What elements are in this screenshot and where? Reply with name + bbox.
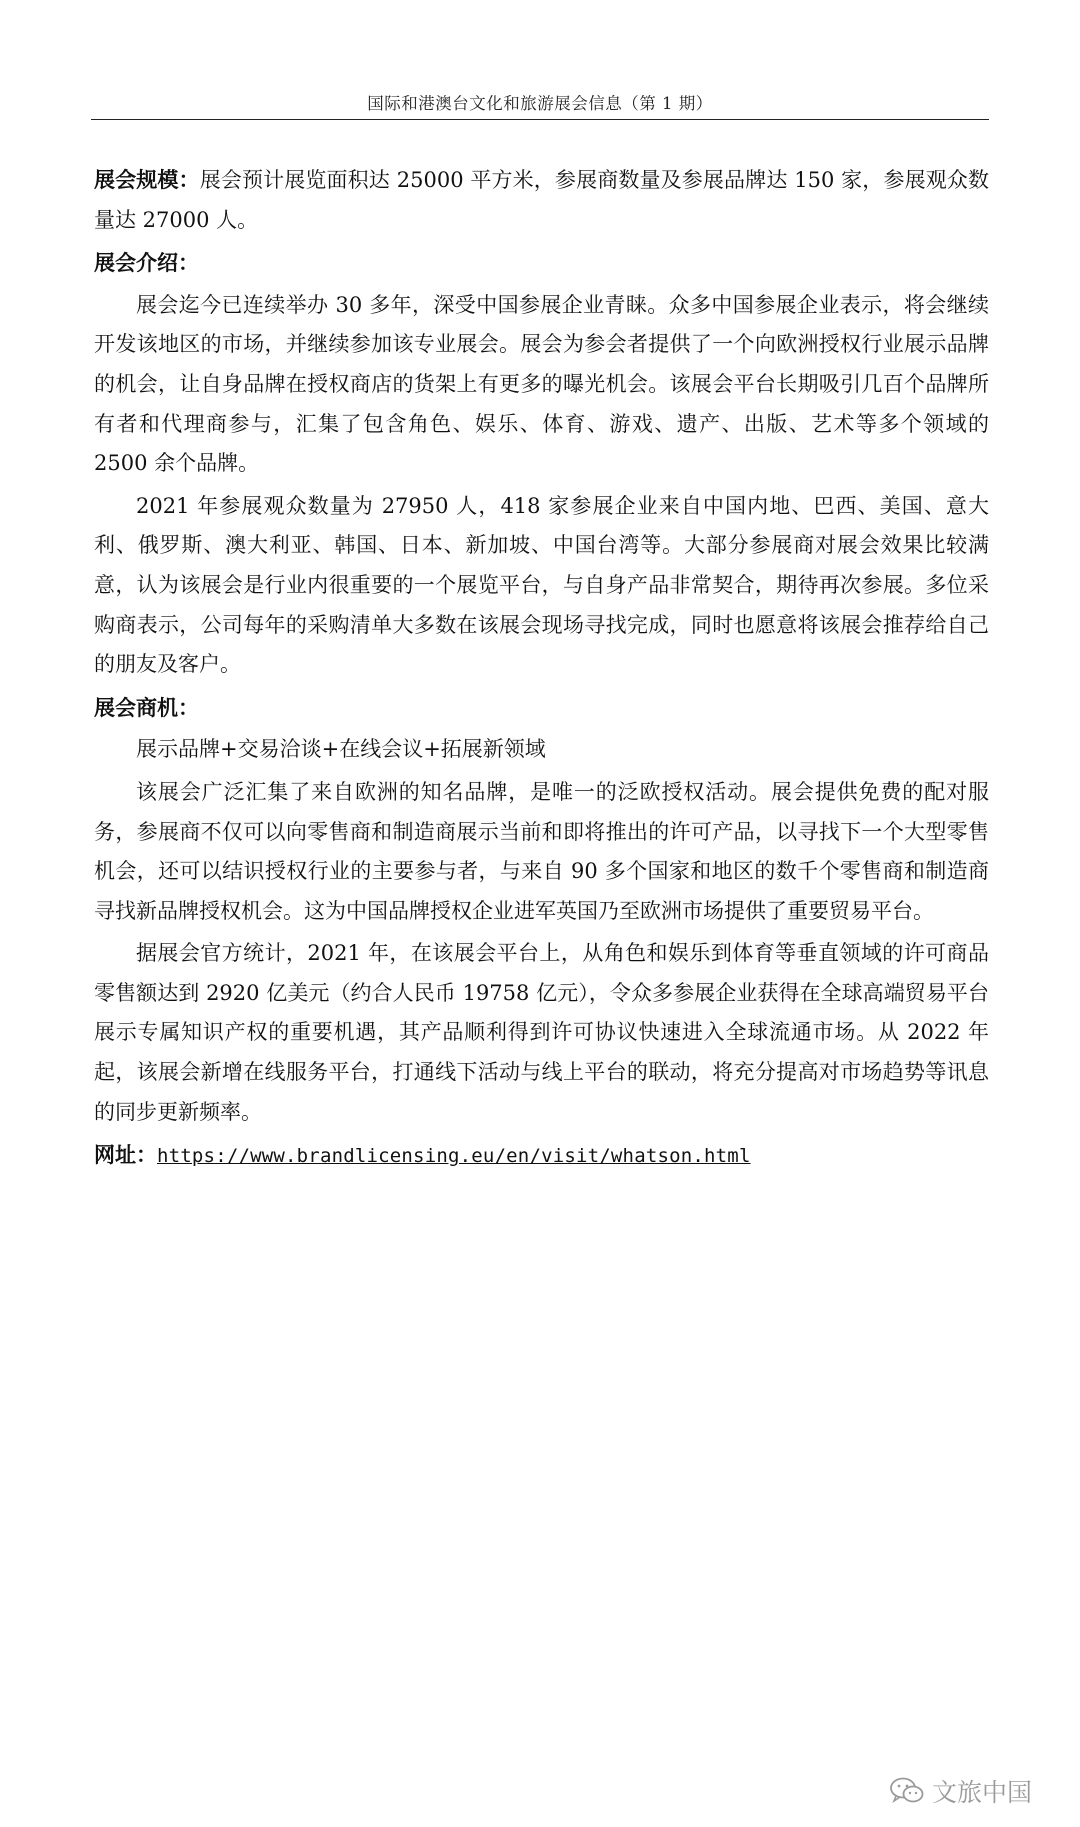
website-line [94,1135,989,1177]
page-header-title: 国际和港澳台文化和旅游展会信息（第 1 期） [367,94,713,113]
intro-paragraph-1: 展会迄今已连续举办 30 多年，深受中国参展企业青睐。众多中国参展企业表示，将会继续开发该地区的市场，并继续参加该专业展会。展会为参会者提供了一个向欧洲授权行业展示品牌的机会，让自身品牌在授权商店的货架上有更多的曝光机会。该展会平台长期吸引几百个品牌所有者和代理商参与，汇集了包含角色、娱乐、体育、游戏、遗产、出版、艺术等多个领域的 2500 余个品牌。 [94,292,989,476]
scale-label: 展会规模： [94,167,200,192]
document-body [94,160,989,1177]
intro-heading: 展会介绍： [94,250,199,276]
opportunity-paragraph-2: 据展会官方统计，2021 年，在该展会平台上，从角色和娱乐到体育等垂直领域的许可商品零售额达到 2920 亿美元（约合人民币 19758 亿元），令众多参展企业获得在全球高端贸易平台展示专属知识产权的重要机遇，其产品顺利得到许可协议快速进入全球流通市场。从 2022 年起，该展会新增在线服务平台，打通线下活动与线上平台的联动，将充分提高对市场趋势等讯息的同步更新频率。 [94,941,989,1124]
scale-text: 展会预计展览面积达 25000 平方米，参展商数量及参展品牌达 150 家，参展观众数量达 27000 人。 [94,168,990,232]
opportunity-tagline: 展示品牌+交易洽谈+在线会议+拓展新领域 [136,737,546,762]
website-label: 网址： [94,1142,157,1168]
footer-brand-name: 文旅中国 [931,1778,1032,1807]
website-link[interactable]: https://www.brandlicensing.eu/en/visit/whatson.html [157,1145,751,1168]
wechat-icon [890,1777,924,1805]
intro-paragraph-2: 2021 年参展观众数量为 27950 人，418 家参展企业来自中国内地、巴西、美国、意大利、俄罗斯、澳大利亚、韩国、日本、新加坡、中国台湾等。大部分参展商对展会效果比较满意，认为该展会是行业内很重要的一个展览平台，与自身产品非常契合，期待再次参展。多位采购商表示，公司每年的采购清单大多数在该展会现场寻找完成，同时也愿意将该展会推荐给自己的朋友及客户。 [94,493,989,677]
opportunity-paragraph-1: 该展会广泛汇集了来自欧洲的知名品牌，是唯一的泛欧授权活动。展会提供免费的配对服务，参展商不仅可以向零售商和制造商展示当前和即将推出的许可产品，以寻找下一个大型零售机会，还可以结识授权行业的主要参与者，与来自 90 多个国家和地区的数千个零售商和制造商寻找新品牌授权机会。这为中国品牌授权企业进军英国乃至欧洲市场提供了重要贸易平台。 [94,779,989,923]
scale-paragraph [94,160,989,240]
header-divider [91,119,989,120]
footer-brand [890,1773,1032,1809]
opportunity-heading: 展会商机： [94,694,199,720]
